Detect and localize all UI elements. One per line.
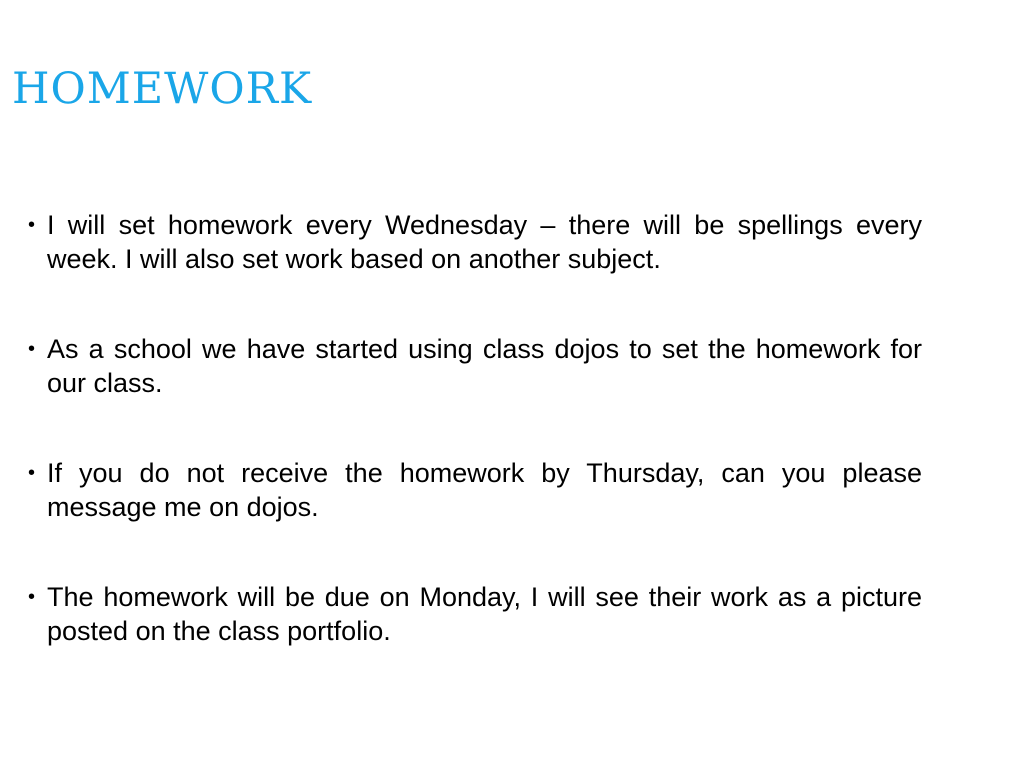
bullet-item (28, 580, 922, 648)
bullet-text: I will set homework every Wednesday – there will be spellings every week. I will also set work based on another subject. (47, 210, 922, 274)
bullet-text: If you do not receive the homework by Thursday, can you please message me on dojos. (47, 458, 922, 522)
bullet-marker: • (28, 214, 36, 236)
bullet-text: As a school we have started using class dojos to set the homework for our class. (47, 334, 922, 398)
bullet-marker: • (28, 338, 36, 360)
bullet-item (28, 208, 922, 276)
bullet-item (28, 332, 922, 400)
bullet-marker: • (28, 586, 36, 608)
bullet-text: The homework will be due on Monday, I will see their work as a picture posted on the class portfolio. (47, 582, 922, 646)
bullet-marker: • (28, 462, 36, 484)
slide-title: homework (12, 45, 313, 118)
bullet-item (28, 456, 922, 524)
bullet-list (28, 208, 922, 648)
